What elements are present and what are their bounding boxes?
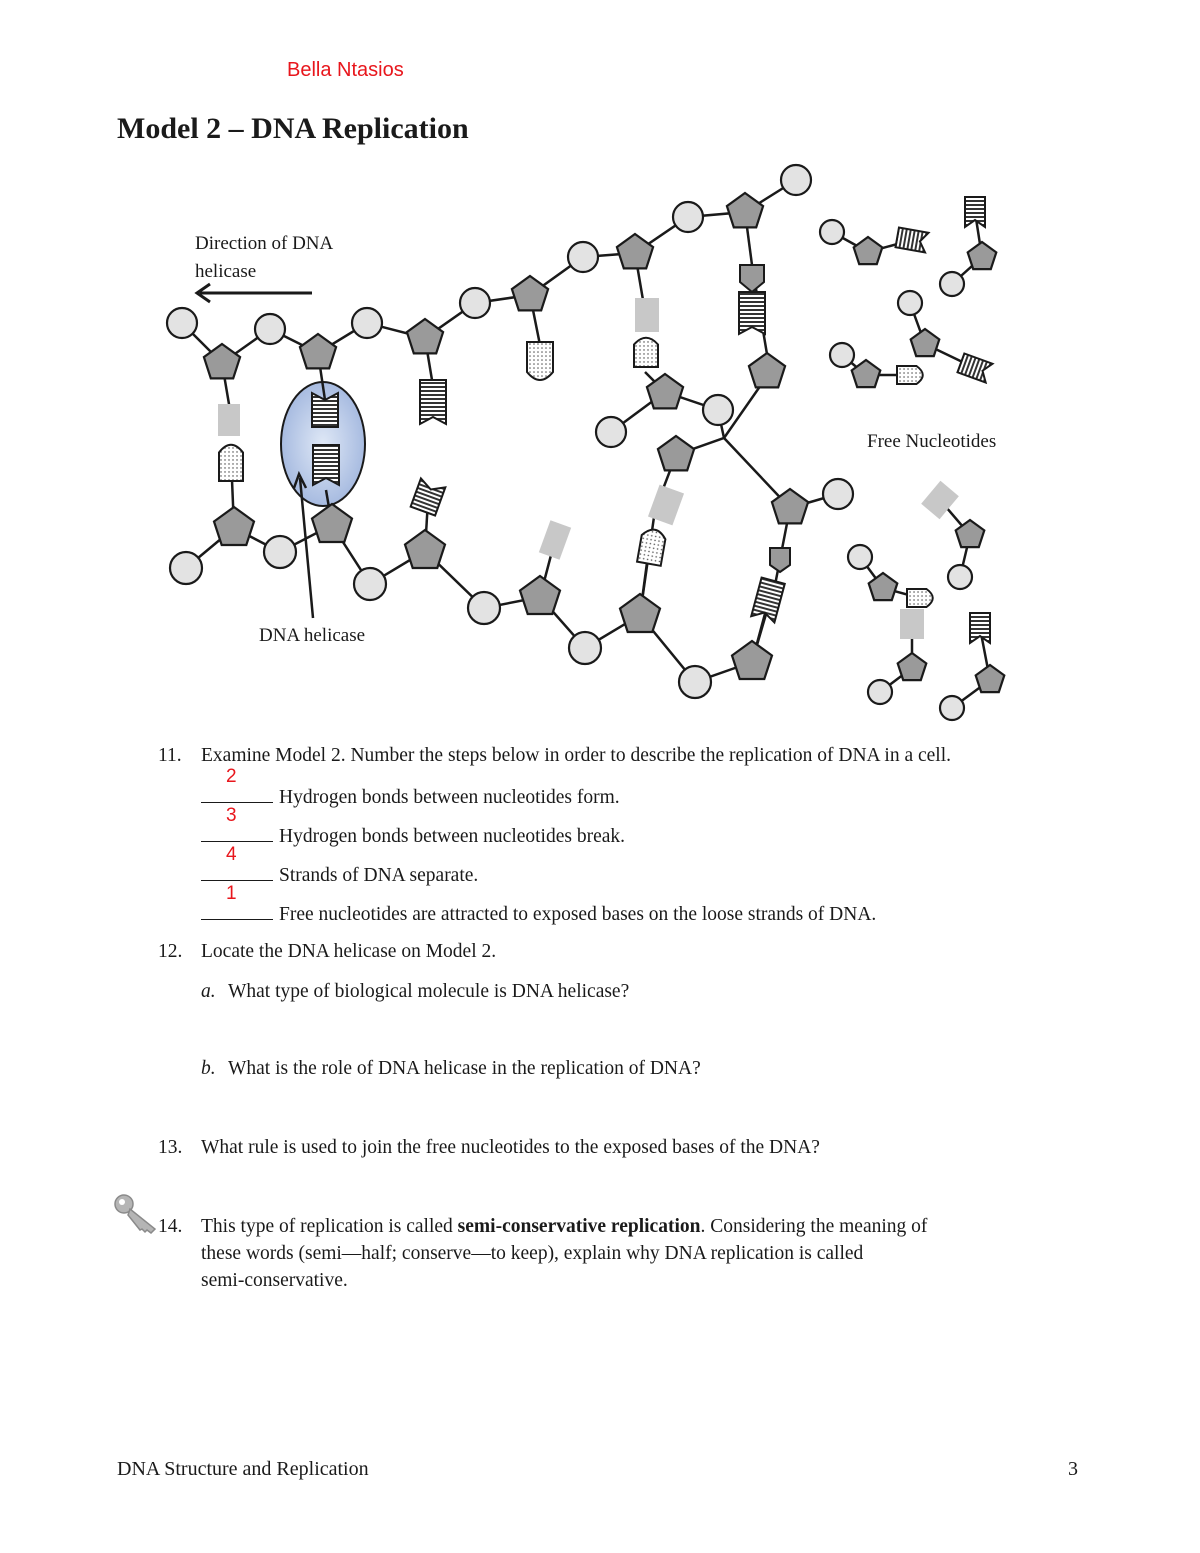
q11-step [201, 766, 620, 809]
base-dotted-body [219, 445, 243, 481]
label-dna-helicase: DNA helicase [259, 625, 366, 646]
base-dotted-body [897, 366, 923, 384]
base-striped [420, 380, 446, 424]
base-dotted-body [634, 338, 658, 367]
q14-text-pre: This type of replication is called [201, 1216, 458, 1237]
base-dotted [219, 445, 243, 481]
base-gray [539, 520, 571, 559]
answer-blank[interactable] [201, 844, 273, 881]
base-gray-arrow [770, 548, 790, 572]
q14-text-line1 [201, 1216, 927, 1238]
q11-step [201, 844, 479, 887]
sugar-pentagon [749, 353, 785, 387]
q14-number: 14. [158, 1216, 183, 1237]
base-dotted [634, 338, 658, 367]
step-text: Strands of DNA separate. [279, 865, 479, 886]
base-dotted [907, 589, 933, 607]
phosphate-circle [264, 536, 296, 568]
phosphate-circle [820, 220, 844, 244]
base-striped-body [420, 380, 446, 424]
phosphate-circle [940, 272, 964, 296]
base-striped-body [895, 228, 928, 253]
base-gray-body [218, 404, 240, 436]
base-dotted [637, 528, 667, 566]
base-striped-body [739, 292, 765, 334]
q11-step [201, 805, 626, 848]
base-gray-arrow [740, 265, 764, 292]
phosphate-circle [703, 395, 733, 425]
base-gray [900, 609, 924, 639]
base-striped-body [965, 197, 985, 227]
phosphate-circle [781, 165, 811, 195]
answer-value: 1 [226, 883, 237, 904]
phosphate-circle [170, 552, 202, 584]
base-striped-body [411, 478, 446, 515]
base-striped-body [957, 353, 992, 382]
dna-replication-diagram [0, 0, 1200, 740]
base-striped [411, 478, 446, 515]
phosphate-circle [673, 202, 703, 232]
q14-text-line3: semi-conservative. [201, 1270, 348, 1291]
sugar-pentagon [727, 193, 763, 227]
step-text: Hydrogen bonds between nucleotides form. [279, 787, 620, 808]
answer-value: 3 [226, 805, 237, 826]
step-text: Hydrogen bonds between nucleotides break. [279, 826, 626, 847]
sugar-pentagon [617, 234, 653, 268]
phosphate-circle [830, 343, 854, 367]
sugar-pentagon [968, 242, 997, 269]
q11-number: 11. [158, 745, 182, 766]
phosphate-circle [898, 291, 922, 315]
sugar-pentagon [911, 329, 940, 356]
phosphate-circle [868, 680, 892, 704]
sugar-pentagon [898, 653, 927, 680]
phosphate-circle [167, 308, 197, 338]
direction-arrow [197, 284, 312, 302]
q12b-label: b. [201, 1058, 216, 1079]
base-dotted [527, 342, 553, 380]
base-striped [895, 228, 928, 253]
phosphate-circle [948, 565, 972, 589]
base-striped [751, 578, 785, 623]
q12a-text: What type of biological molecule is DNA helicase? [228, 981, 630, 1002]
phosphate-circle [568, 242, 598, 272]
sugar-pentagon [407, 319, 443, 353]
page-title: Model 2 – DNA Replication [117, 112, 469, 145]
sugar-pentagon [854, 237, 883, 264]
base-dotted-body [637, 528, 667, 566]
sugar-pentagon [300, 334, 336, 368]
sugar-pentagon [976, 665, 1005, 692]
q14-text-post: . Considering the meaning of [700, 1216, 928, 1237]
q14-term: semi-conservative replication [457, 1216, 701, 1237]
answer-blank[interactable] [201, 766, 273, 803]
q11-step [201, 883, 877, 926]
label-direction-line1: Direction of DNA [195, 233, 334, 254]
phosphate-circle [352, 308, 382, 338]
base-striped-body [751, 578, 785, 623]
page-number: 3 [1068, 1458, 1078, 1480]
base-dotted-body [527, 342, 553, 380]
sugar-pentagon [620, 594, 660, 632]
sugar-pentagon [869, 573, 898, 600]
phosphate-circle [460, 288, 490, 318]
footer-title: DNA Structure and Replication [117, 1458, 369, 1480]
answer-value: 4 [226, 844, 237, 865]
base-striped-body [313, 445, 339, 485]
base-striped [970, 613, 990, 643]
phosphate-circle [848, 545, 872, 569]
base-dotted [897, 366, 923, 384]
phosphate-circle [569, 632, 601, 664]
student-name: Bella Ntasios [287, 59, 404, 81]
base-gray-body [900, 609, 924, 639]
q11-text: Examine Model 2. Number the steps below in order to describe the replication of DNA in a cell. [201, 745, 951, 766]
label-direction-line2: helicase [195, 261, 257, 282]
q12-number: 12. [158, 941, 183, 962]
answer-blank[interactable] [201, 883, 273, 920]
sugar-pentagon [405, 530, 445, 568]
phosphate-circle [354, 568, 386, 600]
key-icon [113, 1193, 161, 1237]
q13-text: What rule is used to join the free nucleotides to the exposed bases of the DNA? [201, 1137, 820, 1158]
answer-value: 2 [226, 766, 237, 787]
sugar-pentagon [214, 507, 254, 545]
phosphate-circle [940, 696, 964, 720]
base-striped [957, 353, 992, 382]
base-dotted-body [907, 589, 933, 607]
sugar-pentagon [852, 360, 881, 387]
sugar-pentagon [732, 641, 772, 679]
label-free-nucleotides: Free Nucleotides [867, 431, 997, 452]
phosphate-circle [468, 592, 500, 624]
sugar-pentagon [312, 504, 352, 542]
base-gray [635, 298, 659, 332]
answer-blank[interactable] [201, 805, 273, 842]
q12b-text: What is the role of DNA helicase in the replication of DNA? [228, 1058, 701, 1079]
base-gray-body [635, 298, 659, 332]
q13-number: 13. [158, 1137, 183, 1158]
phosphate-circle [596, 417, 626, 447]
q12a-label: a. [201, 981, 216, 1002]
q12-text: Locate the DNA helicase on Model 2. [201, 941, 497, 962]
base-gray [218, 404, 240, 436]
base-gray-body [539, 520, 571, 559]
base-striped [313, 445, 339, 485]
base-striped [739, 292, 765, 334]
phosphate-circle [255, 314, 285, 344]
phosphate-circle [823, 479, 853, 509]
step-text: Free nucleotides are attracted to exposed bases on the loose strands of DNA. [279, 904, 877, 925]
q14-text-line2: these words (semi—half; conserve—to keep), explain why DNA replication is called [201, 1243, 864, 1264]
sugar-pentagon [512, 276, 548, 310]
base-striped-body [970, 613, 990, 643]
base-gray-body [921, 481, 959, 519]
sugar-pentagon [520, 576, 560, 614]
phosphate-circle [679, 666, 711, 698]
base-gray [921, 481, 959, 519]
base-striped [965, 197, 985, 227]
sugar-pentagon [658, 436, 694, 470]
